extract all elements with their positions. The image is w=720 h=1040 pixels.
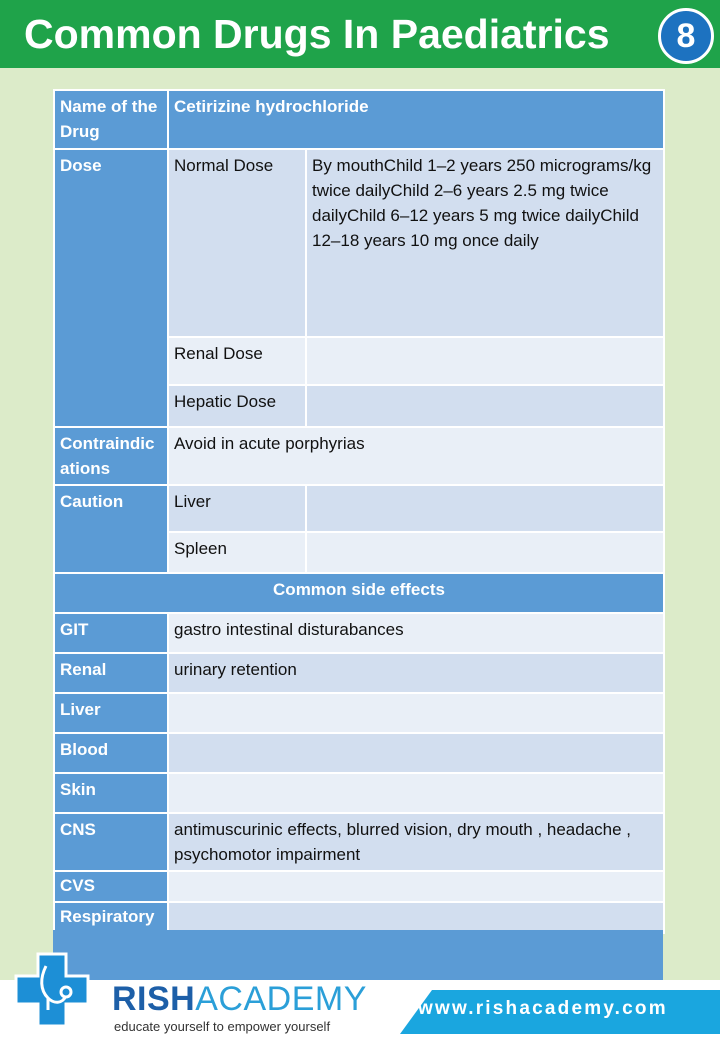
table-row-contraindications (54, 427, 664, 485)
renal-dose-label: Renal Dose (168, 337, 306, 385)
normal-dose-value: By mouthChild 1–2 years 250 micrograms/kg twice dailyChild 2–6 years 2.5 mg twice dailyChild 6–12 years 5 mg twice dailyChild 12–18 years 10 mg once daily (306, 149, 664, 337)
caution-spleen-value (306, 532, 664, 573)
table-bottom-band (53, 930, 663, 980)
side-effect-label-renal: Renal (54, 653, 168, 693)
hepatic-dose-label: Hepatic Dose (168, 385, 306, 427)
side-effect-label-skin: Skin (54, 773, 168, 813)
caution-label: Caution (54, 485, 168, 573)
side-effect-value-respiratory (168, 902, 664, 933)
table-row-normal-dose (54, 149, 664, 337)
side-effect-value-blood (168, 733, 664, 773)
table-row-drug-name (54, 90, 664, 149)
side-effect-value-git: gastro intestinal disturabances (168, 613, 664, 653)
website-link[interactable]: www.rishacademy.com (418, 998, 668, 1019)
caution-liver-value (306, 485, 664, 532)
drug-name-label: Name of the Drug (54, 90, 168, 149)
side-effect-label-cns: CNS (54, 813, 168, 871)
caution-liver-label: Liver (168, 485, 306, 532)
hepatic-dose-value (306, 385, 664, 427)
side-effect-label-liver: Liver (54, 693, 168, 733)
table-row (54, 871, 664, 902)
renal-dose-value (306, 337, 664, 385)
caution-spleen-label: Spleen (168, 532, 306, 573)
side-effect-label-blood: Blood (54, 733, 168, 773)
table-row (54, 813, 664, 871)
drug-name-value: Cetirizine hydrochloride (168, 90, 664, 149)
table-row (54, 613, 664, 653)
side-effects-heading: Common side effects (54, 573, 664, 613)
side-effect-label-cvs: CVS (54, 871, 168, 902)
dose-label: Dose (54, 149, 168, 427)
table-row (54, 733, 664, 773)
side-effect-label-respiratory: Respiratory (54, 902, 168, 933)
table-row (54, 902, 664, 933)
brand-name-part1: RISH (112, 980, 196, 1018)
table-row (54, 773, 664, 813)
drug-info-table-container (53, 89, 663, 934)
contraindications-value: Avoid in acute porphyrias (168, 427, 664, 485)
table-row-side-effects-heading (54, 573, 664, 613)
side-effect-value-renal: urinary retention (168, 653, 664, 693)
brand-name (112, 980, 367, 1018)
medical-cross-logo-icon (10, 948, 94, 1032)
side-effect-value-liver (168, 693, 664, 733)
table-row (54, 653, 664, 693)
table-row (54, 693, 664, 733)
brand-tagline: educate yourself to empower yourself (114, 1019, 331, 1034)
side-effect-value-cns: antimuscurinic effects, blurred vision, dry mouth , headache , psychomotor impairment (168, 813, 664, 871)
contraindications-label: Contraindic ations (54, 427, 168, 485)
page-title: Common Drugs In Paediatrics (24, 11, 610, 57)
side-effect-value-cvs (168, 871, 664, 902)
page-header (0, 0, 720, 68)
brand-name-part2: ACADEMY (195, 980, 367, 1018)
table-row-caution-liver (54, 485, 664, 532)
side-effect-label-git: GIT (54, 613, 168, 653)
normal-dose-label: Normal Dose (168, 149, 306, 337)
drug-info-table (53, 89, 665, 934)
page-number-badge: 8 (658, 8, 714, 64)
side-effect-value-skin (168, 773, 664, 813)
